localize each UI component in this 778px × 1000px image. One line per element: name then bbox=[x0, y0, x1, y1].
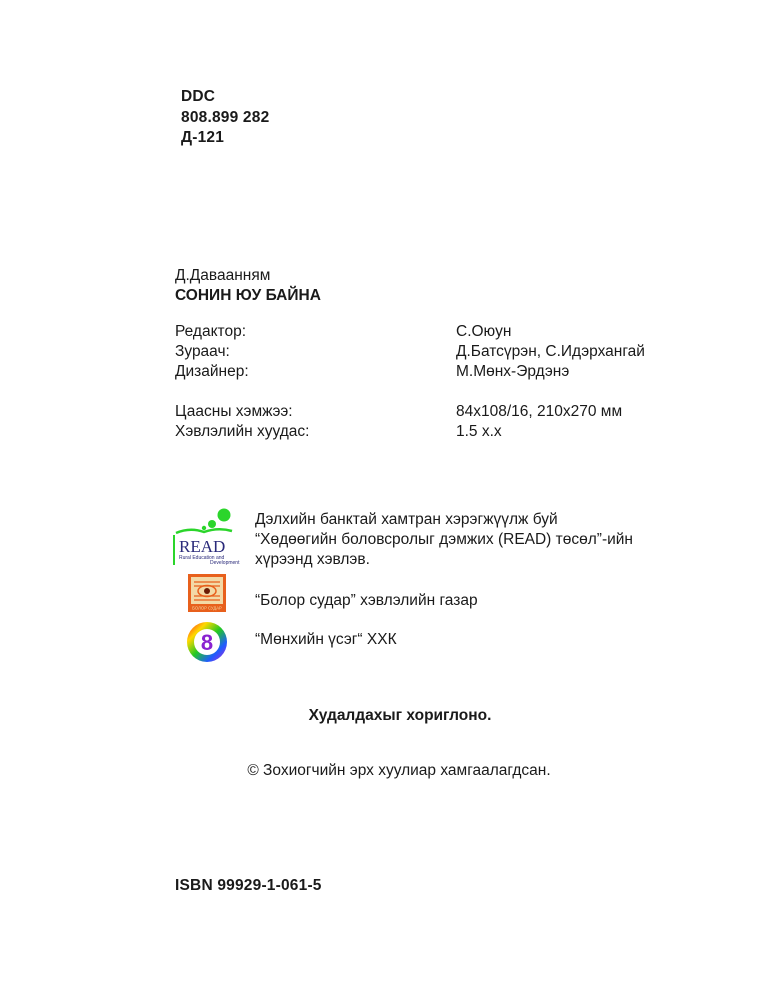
credits-block bbox=[175, 322, 695, 442]
spec-label: Цаасны хэмжээ: bbox=[175, 403, 293, 420]
sale-prohibited-notice: Худалдахыг хориглоно. bbox=[308, 707, 492, 724]
credit-label: Дизайнер: bbox=[175, 363, 249, 380]
credit-value: Д.Батсүрэн, С.Идэрхангай bbox=[456, 343, 645, 360]
spec-value: 84x108/16, 210x270 мм bbox=[456, 403, 623, 420]
read-logo-subtext: Development bbox=[210, 560, 240, 566]
spec-row-paper bbox=[175, 402, 695, 422]
isbn: ISBN 99929-1-061-5 bbox=[175, 877, 322, 894]
bolor-partner-text: “Болор судар” хэвлэлийн газар bbox=[255, 592, 478, 609]
read-partner-text bbox=[255, 510, 633, 570]
monkh-logo-glyph: 8 bbox=[200, 630, 214, 655]
spec-label: Хэвлэлийн хуудас: bbox=[175, 423, 310, 440]
credit-row-designer bbox=[175, 362, 695, 382]
spec-row-sheets bbox=[175, 422, 695, 442]
monkhiin-useg-logo bbox=[185, 620, 229, 664]
credit-value: М.Мөнх-Эрдэнэ bbox=[456, 363, 570, 380]
monkh-partner-text: “Мөнхийн үсэг“ ХХК bbox=[255, 631, 397, 648]
bolor-sudar-logo bbox=[188, 574, 226, 612]
author-name: Д.Даваанням bbox=[175, 267, 271, 284]
read-logo bbox=[170, 507, 244, 567]
credit-row-editor bbox=[175, 322, 695, 342]
spec-value: 1.5 х.х bbox=[456, 423, 502, 440]
credit-label: Редактор: bbox=[175, 323, 247, 340]
author-mark: Д-121 bbox=[181, 129, 225, 146]
read-logo-text: READ bbox=[179, 537, 226, 556]
book-info bbox=[175, 266, 321, 306]
read-line: “Хөдөөгийн боловсролыг дэмжих (READ) төсөл”-ийн bbox=[255, 531, 633, 548]
ddc-label: DDC bbox=[181, 88, 216, 105]
credit-row-illustrator bbox=[175, 342, 695, 362]
read-logo-subtext: Rural Education and bbox=[179, 555, 225, 561]
bolor-logo-text: БОЛОР СУДАР bbox=[192, 605, 222, 611]
classification-block bbox=[181, 87, 269, 149]
credit-value: С.Оюун bbox=[456, 323, 512, 340]
read-line: Дэлхийн банктай хамтран хэрэгжүүлж буй bbox=[255, 511, 558, 528]
read-line: хүрээнд хэвлэв. bbox=[255, 551, 370, 568]
credit-label: Зураач: bbox=[175, 343, 230, 360]
book-title: СОНИН ЮУ БАЙНА bbox=[175, 287, 321, 304]
spacer bbox=[175, 382, 695, 402]
copyright-notice: © Зохиогчийн эрх хуулиар хамгаалагдсан. bbox=[247, 762, 551, 779]
ddc-number: 808.899 282 bbox=[181, 108, 270, 126]
